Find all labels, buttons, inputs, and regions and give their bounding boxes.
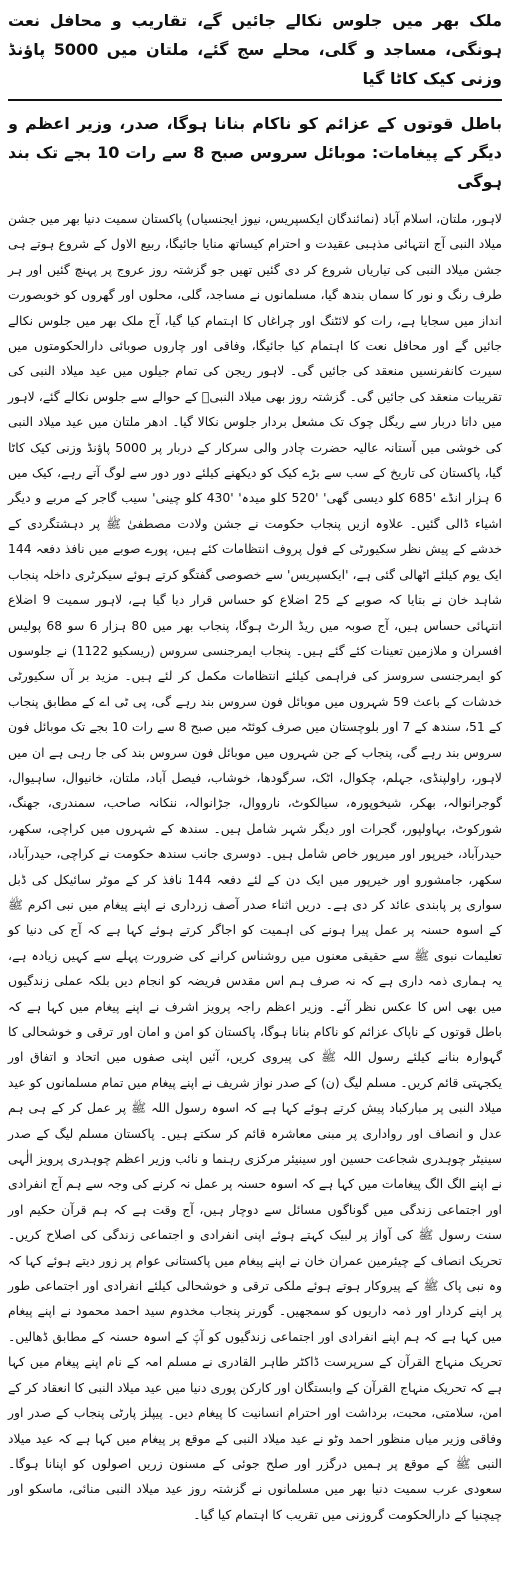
article-subheadline: باطل قوتوں کے عزائم کو ناکام بنانا ہوگا، صدر، وزیر اعظم و دیگر کے پیغامات: موبائل سروس صبح 8 سے رات 10 بجے تک بند ہوگی xyxy=(8,114,502,191)
article-body: لاہور، ملتان، اسلام آباد (نمائندگان ایکسپریس، نیوز ایجنسیاں) پاکستان سمیت دنیا بھر میں جشن میلاد النبی آج انتہائی مذہبی عقیدت و احترام کیساتھ منایا جائیگا، ربیع الاول کے شروع ہوتے ہی جشن میلاد النبی کی تیاریاں شروع کر دی گئیں تھیں جو گزشتہ روز عروج پر پہنچ گئیں اور ہر طرف رنگ و نور کا سماں بندھ گیا، مسلمانوں نے مساجد، گلی، محلوں اور گھروں کو خوبصورت انداز میں سجایا ہے، رات کو لائٹنگ اور چراغاں کا اہتمام کیا گیا، آج ملک بھر میں جلوس نکالے جائیں گے اور محافل نعت کا اہتمام کیا جائیگا، وفاقی اور چاروں صوبائی دارالحکومتوں میں سیرت کانفرنسیں منعقد کی جائیں گی۔ لاہور ریجن کی تمام جیلوں میں عید میلاد النبی کی تقریبات منعقد کی جائیں گی۔ گزشتہ روز بھی میلاد النبیؐ کے حوالے سے جلوس نکالے گئے، لاہور میں داتا دربار سے ریگل چوک تک مشعل بردار جلوس نکالا گیا۔ ادھر ملتان میں عید میلاد النبی کی خوشی میں آستانہ عالیہ حضرت چادر والی سرکار کے دربار پر 5000 پاؤنڈ وزنی کیک کاٹا گیا، پاکستان کی تاریخ کے سب سے بڑے کیک کو دیکھنے کیلئے دور دور سے لوگ آتے رہے، کیک میں 6 ہزار انڈے '685 کلو دیسی گھی' '520 کلو میدہ' '430 کلو چینی' سیب گاجر کے مربے و دیگر اشیاء ڈالی گئیں۔ علاوہ ازیں پنجاب حکومت نے جشن ولادت مصطفیٰ ﷺ پر دہشتگردی کے خدشے کے پیش نظر سکیورٹی کے فول پروف انتظامات کئے ہیں، پورے صوبے میں نافذ دفعہ 144 ایک یوم کیلئے اٹھالی گئی ہے، 'ایکسپریس' سے خصوصی گفتگو کرتے ہوئے سیکرٹری داخلہ پنجاب شاہد خان نے بتایا کہ صوبے کے 25 اضلاع کو حساس قرار دیا گیا ہے، لاہور سمیت 9 اضلاع انتہائی حساس ہیں، آج صوبہ میں ریڈ الرٹ ہوگا، پنجاب بھر میں 80 ہزار 6 سو 68 پولیس افسران و ملازمین تعینات کئے گئے ہیں۔ پنجاب ایمرجنسی سروس (ریسکیو 1122) نے جلوسوں کو ایمرجنسی سروسز کی فراہمی کیلئے انتظامات مکمل کر لئے ہیں۔ مزید بر آں سکیورٹی خدشات کے باعث 59 شہروں میں موبائل فون سروس بند رہے گی، پی ٹی اے کے مطابق پنجاب کے 51، سندھ کے 7 اور بلوچستان میں صرف کوئٹہ میں صبح 8 سے رات 10 بجے تک موبائل فون سروس بند رہے گی، پنجاب کے جن شہروں میں موبائل فون سروس بند کی جا رہی ہے ان میں لاہور، راولپنڈی، جہلم، چکوال، اٹک، سرگودھا، خوشاب، فیصل آباد، ملتان، خانیوال، ساہیوال، گوجرانوالہ، بھکر، شیخوپورہ، سیالکوٹ، نارووال، جڑانوالہ، ننکانہ صاحب، سمندری، جھنگ، شورکوٹ، بہاولپور، گجرات اور دیگر شہر شامل ہیں۔ سندھ کے شہروں میں کراچی، سکھر، حیدرآباد، خیرپور اور میرپور خاص شامل ہیں۔ دوسری جانب سندھ حکومت نے کراچی، حیدرآباد، سکھر، جامشورو اور خیرپور میں ایک دن کے لئے دفعہ 144 نافذ کر کے موٹر سائیکل کی ڈبل سواری پر پابندی عائد کر دی ہے۔ دریں اثناء صدر آصف زرداری نے اپنے پیغام میں نبی اکرم ﷺ کے اسوہ حسنہ پر عمل پیرا ہونے کی اہمیت کو اجاگر کرتے ہوئے کہا ہے کہ آج کی دنیا کو تعلیمات نبوی ﷺ سے حقیقی معنوں میں روشناس کرانے کی ضرورت پہلے سے کہیں زیادہ ہے، یہ ہماری ذمہ داری ہے کہ نہ صرف ہم اس مقدس فریضہ کو انجام دیں بلکہ عملی زندگیوں میں بھی اس کا عکس نظر آئے۔ وزیر اعظم راجہ پرویز اشرف نے اپنے پیغام میں کہا ہے کہ باطل قوتوں کے ناپاک عزائم کو ناکام بنانا ہوگا، پاکستان کو امن و امان اور ترقی و خوشحالی کا گہوارہ بنانے کیلئے رسول اللہ ﷺ کی پیروی کریں، آئیں اپنی صفوں میں اتحاد و اتفاق اور یکجہتی قائم کریں۔ مسلم لیگ (ن) کے صدر نواز شریف نے اپنے پیغام میں تمام مسلمانوں کو عید میلاد النبی پر مبارکباد پیش کرتے ہوئے کہا ہے کہ اسوہ رسول اللہ ﷺ پر عمل کر کے ہی ہم عدل و انصاف اور رواداری پر مبنی معاشرہ قائم کر سکتے ہیں۔ پاکستان مسلم لیگ کے صدر سینیٹر چوہدری شجاعت حسین اور سینیئر مرکزی رہنما و نائب وزیر اعظم چوہدری پرویز الٰہی نے اپنے الگ الگ پیغامات میں کہا ہے کہ اسوہ حسنہ پر عمل نہ کرنے کی وجہ سے ہم آج انفرادی اور اجتماعی زندگی میں گوناگوں مسائل سے دوچار ہیں، آج وقت ہے کہ ہم قرآن حکیم اور سنت رسول ﷺ کی آواز پر لبیک کہتے ہوئے اپنی انفرادی و اجتماعی زندگی کی اصلاح کریں۔ تحریک انصاف کے چیئرمین عمران خان نے اپنے پیغام میں پاکستانی عوام پر زور دیتے ہوئے کہا کہ وہ نبی پاک ﷺ کے پیروکار ہوتے ہوئے ملکی ترقی و خوشحالی کیلئے انفرادی اور اجتماعی طور پر اپنے کردار اور ذمہ داریوں کو سمجھیں۔ گورنر پنجاب مخدوم سید احمد محمود نے اپنے پیغام میں کہا ہے کہ ہم اپنے انفرادی اور اجتماعی زندگیوں کو آپؐ کے اسوہ حسنہ کے مطابق ڈھالیں۔ تحریک منہاج القرآن کے سرپرست ڈاکٹر طاہر القادری نے مسلم امہ کے نام اپنے پیغام میں کہا ہے کہ تحریک منہاج القرآن کے وابستگان اور کارکن پوری دنیا میں عید میلاد النبی کا انعقاد کر کے امن، سلامتی، محبت، برداشت اور احترام انسانیت کا پیغام دیں۔ پیپلز پارٹی پنجاب کے صدر اور وفاقی وزیر میاں منظور احمد وٹو نے عید میلاد النبی کے موقع پر پیغام میں کہا ہے کہ عید میلاد النبی ﷺ کے موقع پر ہمیں درگزر اور صلح جوئی کے مسنون زریں اصولوں کو اپنانا ہوگا۔ سعودی عرب سمیت دنیا بھر میں مسلمانوں نے گزشتہ روز عید میلاد النبی منائی، ماسکو اور چیچنیا کے دارالحکومت گروزنی میں تقریب کا اہتمام کیا گیا۔ xyxy=(7,211,503,1522)
headline-divider xyxy=(8,99,502,101)
article-headline: ملک بھر میں جلوس نکالے جائیں گے، تقاریب و محافل نعت ہونگی، مساجد و گلی، محلے سج گئے، ملتان میں 5000 پاؤنڈ وزنی کیک کاٹا گیا xyxy=(8,11,503,88)
